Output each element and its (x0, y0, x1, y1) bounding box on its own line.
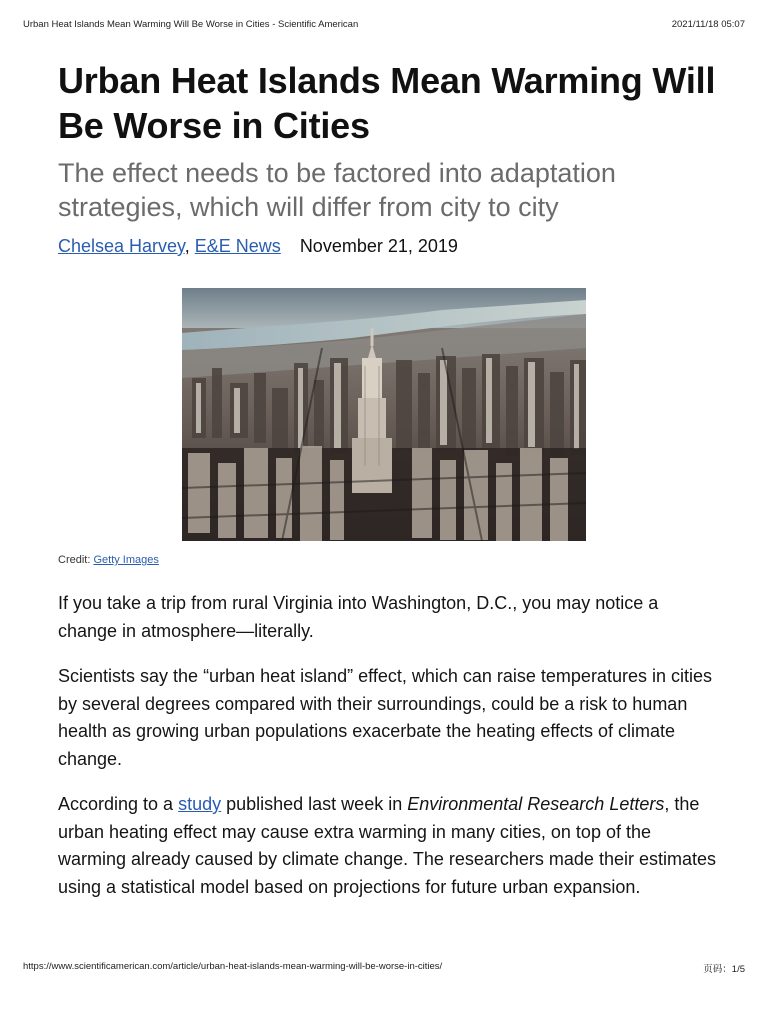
paragraph-3-lead: According to a (58, 794, 179, 814)
paragraph-1: If you take a trip from rural Virginia into Washington, D.C., you may notice a change in atmosphere—literally. (58, 593, 659, 641)
author-link[interactable]: Chelsea Harvey (58, 236, 185, 256)
article-headline: Urban Heat Islands Mean Warming Will Be Worse in Cities (58, 60, 716, 146)
study-link[interactable]: study (178, 794, 222, 814)
paragraph-2: Scientists say the “urban heat island” effect, which can raise temperatures in cities by several degrees compared with their surroundings, could be a risk to human health as growing urban populations exacerbate the heating effects of climate change. (58, 666, 712, 769)
credit-label: Credit: (58, 554, 91, 566)
paragraph-3 (58, 791, 718, 901)
byline (58, 234, 718, 258)
image-credit (58, 554, 159, 566)
print-header (23, 19, 745, 33)
credit-link[interactable]: Getty Images (93, 554, 159, 566)
hero-image-aerial-city (182, 288, 586, 541)
publish-date: November 21, 2019 (299, 236, 458, 256)
paragraph-3-mid: published last week in (221, 794, 408, 814)
byline-separator: , (184, 236, 190, 256)
print-header-datetime: 2021/11/18 05:07 (671, 19, 745, 30)
print-footer-page-number: 页码：1/5 (703, 964, 745, 975)
print-footer-url: https://www.scientificamerican.com/article/urban-heat-islands-mean-warming-will-be-worse-in-cities/ (23, 961, 443, 972)
hero-image-illustration (182, 288, 586, 541)
journal-name: Environmental Research Letters (407, 794, 665, 814)
article-header (58, 58, 718, 258)
print-header-title: Urban Heat Islands Mean Warming Will Be Worse in Cities - Scientific American (23, 19, 359, 30)
article-subheadline: The effect needs to be factored into adaptation strategies, which will differ from city to city (58, 158, 616, 222)
paragraph-3-rest: , the urban heating effect may cause extra warming in many cities, on top of the warming already caused by climate change. The researchers made their estimates using a statistical model based on projections for future urban expansion. (58, 794, 716, 897)
article-body (58, 590, 718, 919)
publication-link[interactable]: E&E News (194, 236, 281, 256)
